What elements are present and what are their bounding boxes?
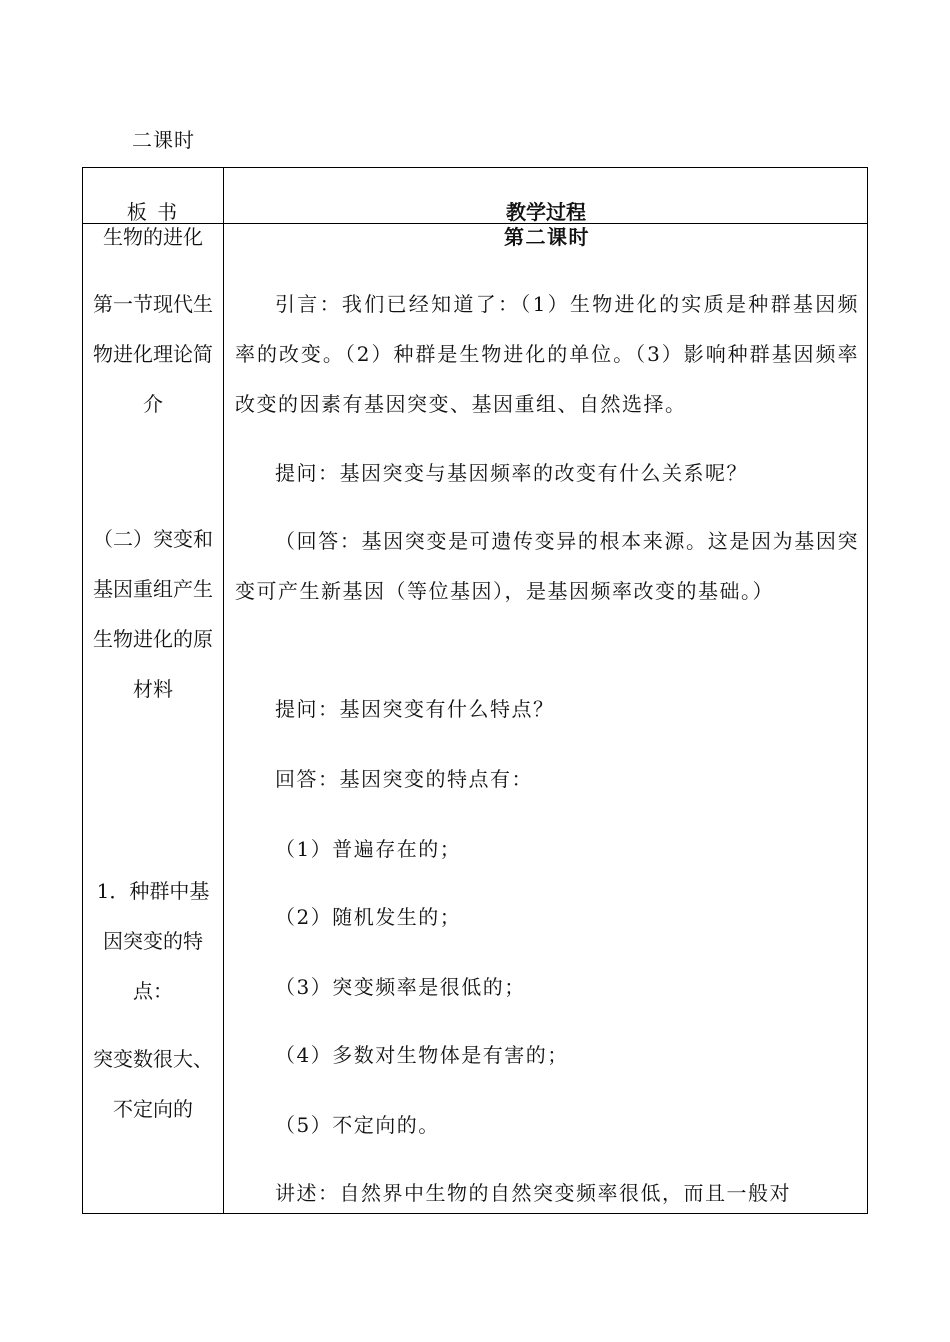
- narration-paragraph: 讲述：自然界中生物的自然突变频率很低，而且一般对: [275, 1181, 791, 1205]
- lesson-table: [82, 167, 868, 1214]
- column-divider: [223, 168, 224, 1213]
- blackboard-section: 第一节现代生物进化理论简介: [93, 292, 213, 416]
- intro-paragraph: 引言：我们已经知道了：（1）生物进化的实质是种群基因频率的改变。（2）种群是生物进化的单位。（3）影响种群基因频率改变的因素有基因突变、基因重组、自然选择。: [235, 292, 859, 416]
- feature-item: （3）突变频率是很低的；: [275, 975, 526, 999]
- feature-item: （1）普遍存在的；: [275, 837, 462, 861]
- feature-item: （5）不定向的。: [275, 1113, 440, 1137]
- header-teaching-process: 教学过程: [506, 200, 586, 224]
- blackboard-subsection: （二）突变和基因重组产生生物进化的原材料: [93, 527, 213, 701]
- answer-2: 回答：基因突变的特点有：: [275, 767, 533, 791]
- feature-item: （4）多数对生物体是有害的；: [275, 1043, 569, 1067]
- question-1: 提问：基因突变与基因频率的改变有什么关系呢？: [275, 461, 748, 485]
- blackboard-point: 1．种群中基因突变的特点：: [96, 879, 210, 1003]
- blackboard-topic: 生物的进化: [103, 225, 203, 249]
- question-2: 提问：基因突变有什么特点？: [275, 697, 555, 721]
- lesson-title: 第二课时: [504, 225, 590, 249]
- blackboard-summary: 突变数很大、不定向的: [93, 1047, 213, 1121]
- page-heading: 二课时: [132, 128, 195, 152]
- feature-item: （2）随机发生的；: [275, 905, 462, 929]
- header-blackboard: 板 书: [126, 200, 180, 224]
- answer-1: （回答：基因突变是可遗传变异的根本来源。这是因为基因突变可产生新基因（等位基因），是基因频率改变的基础。）: [235, 529, 859, 603]
